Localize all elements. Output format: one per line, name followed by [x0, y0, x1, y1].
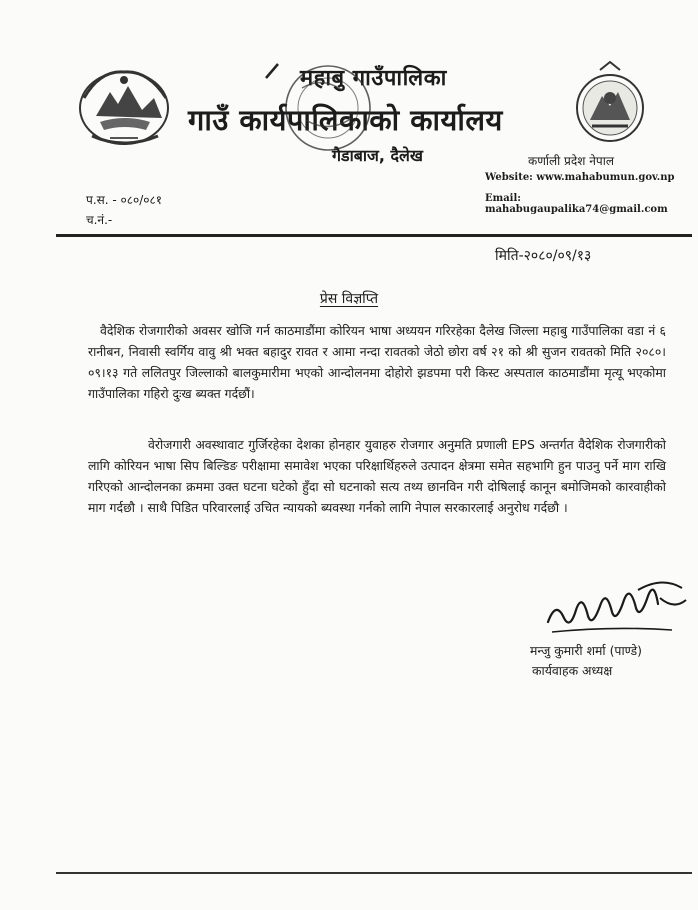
office-title: गाउँ कार्यपालिकाको कार्यालय	[188, 103, 503, 137]
province-label: कर्णाली प्रदेश नेपाल	[528, 154, 614, 168]
org-name: महाबु गाउँपालिका	[300, 66, 447, 91]
official-stamp	[262, 58, 392, 164]
header-divider	[56, 234, 692, 237]
letter-date: मिति-२०८०/०९/१३	[495, 248, 592, 264]
reference-number: प.स. - ०८०/०८१	[86, 193, 162, 207]
nepal-emblem-logo	[70, 58, 178, 154]
dispatch-number: च.नं.-	[86, 213, 113, 227]
signatory-name: मन्जु कुमारी शर्मा (पाण्डे)	[530, 643, 642, 658]
press-release-heading	[0, 288, 698, 308]
handwritten-signature	[542, 570, 692, 642]
body-paragraph-1: वैदेशिक रोजगारीको अवसर खोजि गर्न काठमाडौंमा कोरियन भाषा अध्ययन गरिरहेका दैलेख जिल्ला महाबु गाउँपालिका वडा नं ६ रानीबन, निवासी स्वर्गिय वावु श्री भक्त बहादुर रावत र आमा नन्दा रावतको जेठो छोरा वर्ष २१ को श्री सुजन रावतको मिति २०८०।०९।१३ गते ललितपुर जिल्लाको बालकुमारीमा भएको आन्दोलनमा दोहोरो झडपमा परी किस्ट अस्पताल काठमाडौंमा मृत्यू भएकोमा गाउँपालिका गहिरो दुःख ब्यक्त गर्दछौं।	[88, 323, 666, 401]
footer-divider	[56, 872, 692, 874]
heading-text: प्रेस विज्ञप्ति	[319, 291, 379, 307]
body-paragraph-2: वेरोजगारी अवस्थावाट गुर्जिरहेका देशका होनहार युवाहरु रोजगार अनुमति प्रणाली EPS अन्तर्गत वैदेशिक रोजगारीको लागि कोरियन भाषा सिप बिल्डिङ परीक्षामा समावेश भएका परिक्षार्थिहरुले उत्पादन क्षेत्रमा समेत सहभागि हुन पाउनु पर्ने माग राखि गरिएको आन्दोलनका क्रममा उक्त घटना घटेको हुँदा सो घटनाको सत्य तथ्य छानविन गरी दोषिलाई कानून बमोजिमको कारवाहीको माग गर्दछौ । साथै पिडित परिवारलाई उचित न्यायको ब्यवस्था गर्नको लागि नेपाल सरकारलाई अनुरोध गर्दछौ ।	[88, 437, 666, 515]
email-text: Email: mahabugaupalika74@gmail.com	[485, 193, 668, 215]
municipality-logo	[572, 58, 648, 152]
office-address: गैडाबाज, दैलेख	[332, 146, 423, 165]
website-text: Website: www.mahabumun.gov.np	[485, 172, 675, 183]
signatory-designation: कार्यवाहक अध्यक्ष	[532, 663, 613, 678]
